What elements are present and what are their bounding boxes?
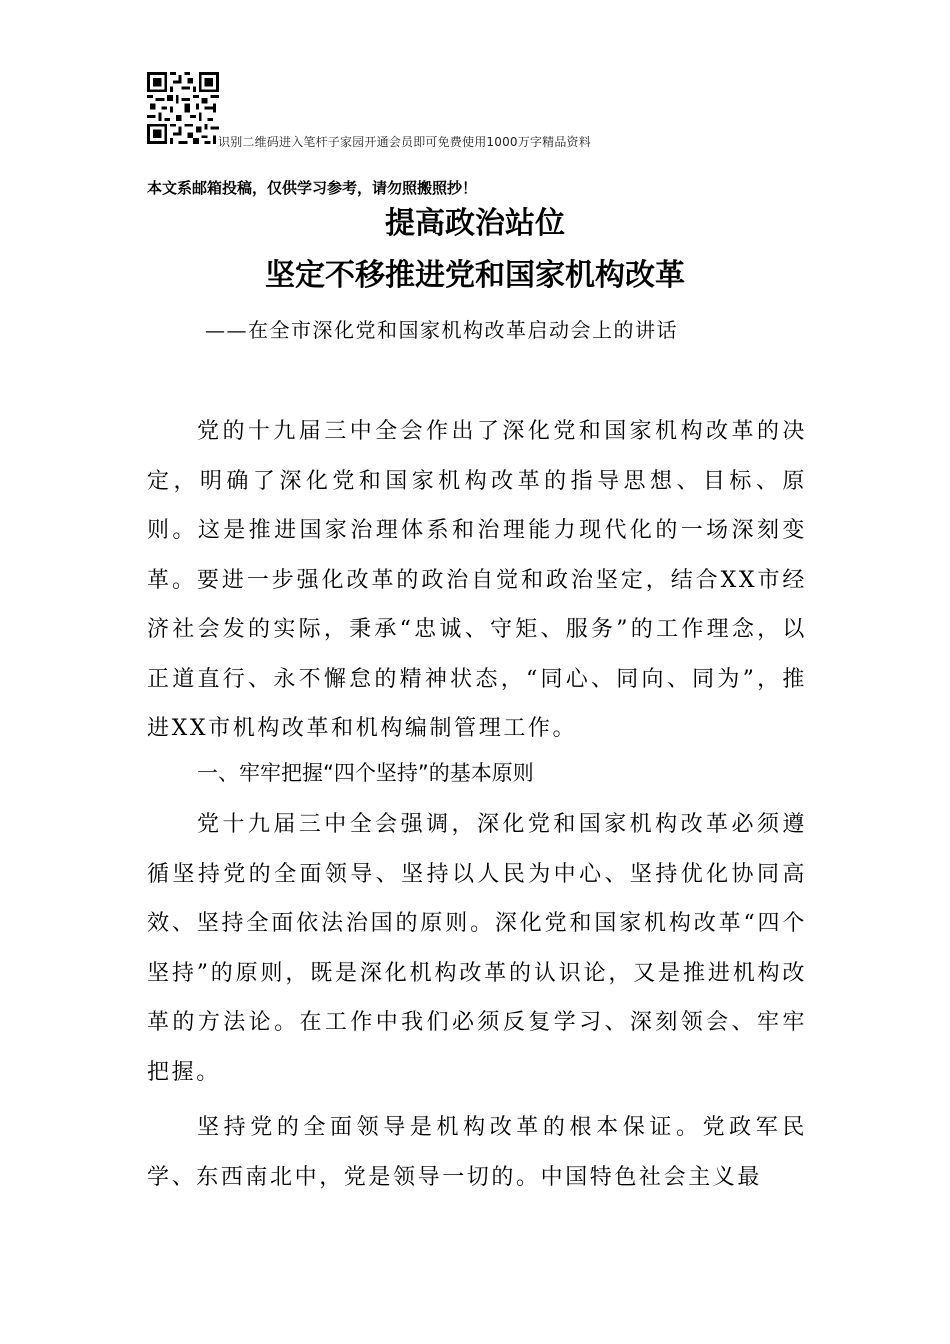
- qr-code-image: [147, 72, 219, 144]
- document-title-line1: 提高政治站位: [385, 206, 565, 241]
- body-paragraph: 党十九届三中全会强调，深化党和国家机构改革必须遵循坚持党的全面领导、坚持以人民为中心、坚持优化协同高效、坚持全面依法治国的原则。深化党和国家机构改革“四个坚持”的原则，既是深化机构改革的认识论，又是推进机构改革的方法论。在工作中我们必须反复学习、深刻领会、牢牢把握。: [147, 812, 807, 1085]
- body-paragraph: 党的十九届三中全会作出了深化党和国家机构改革的决定，明确了深化党和国家机构改革的指导思想、目标、原则。这是推进国家治理体系和治理能力现代化的一场深刻变革。要进一步强化改革的政治自觉和政治坚定，结合XX市经济社会发的实际，秉承“忠诚、守矩、服务”的工作理念，以正道直行、永不懈怠的精神状态，“同心、同向、同为”，推进XX市机构改革和机构编制管理工作。: [147, 419, 807, 741]
- section-heading: 一、牢牢把握“四个坚持”的基本原则: [197, 761, 534, 785]
- document-title-line2: 坚定不移推进党和国家机构改革: [265, 258, 685, 293]
- submission-notice: 本文系邮箱投稿，仅供学习参考，请勿照搬照抄！: [147, 179, 478, 197]
- qr-caption: 识别二维码进入笔杆子家园开通会员即可免费使用1000万字精品资料: [218, 135, 591, 149]
- document-subtitle: ——在全市深化党和国家机构改革启动会上的讲话: [205, 318, 678, 342]
- body-paragraph: 坚持党的全面领导是机构改革的根本保证。党政军民学、东西南北中，党是领导一切的。中国特色社会主义最: [147, 1115, 807, 1190]
